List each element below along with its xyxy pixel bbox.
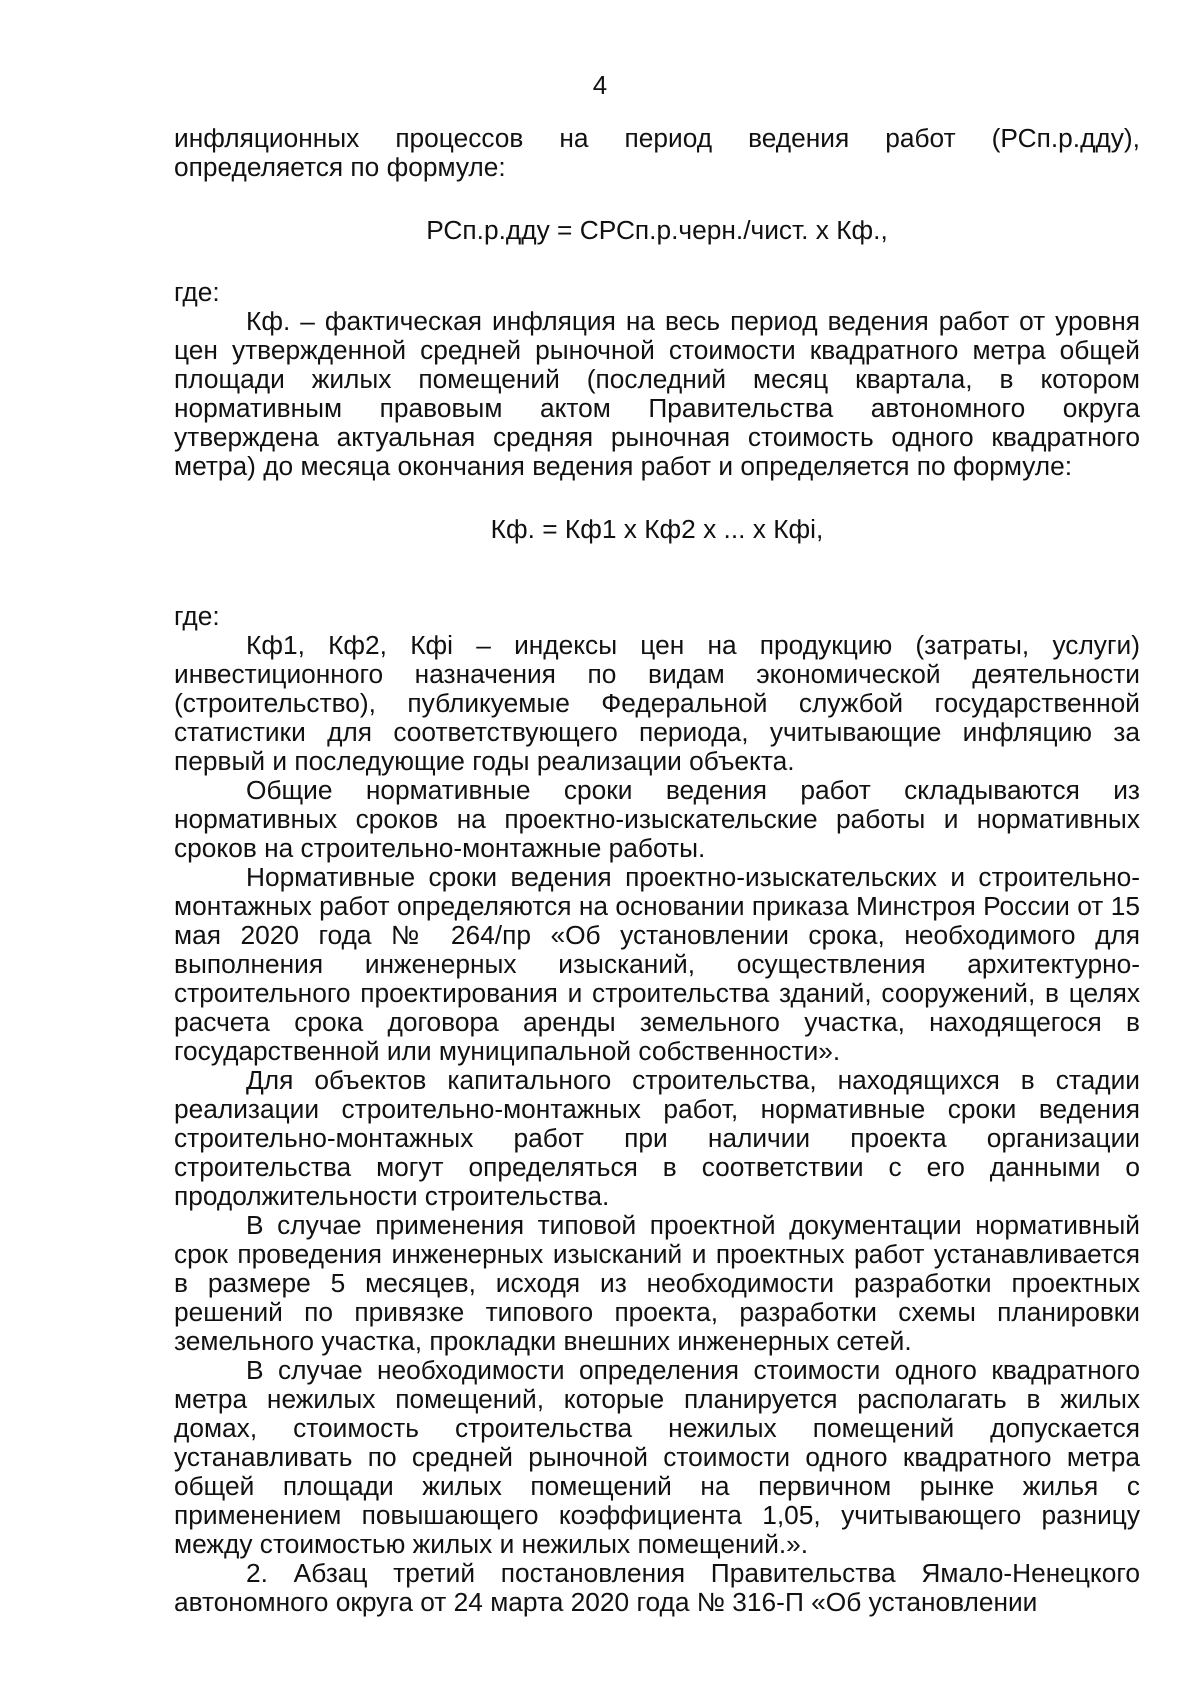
formula-kf: Кф. = Кф1 х Кф2 х ... х Кфi, <box>490 514 824 544</box>
paragraph-typical-docs: В случае применения типовой проектной документации нормативный срок проведения инженерных изысканий и проектных работ устанавливается в размере 5 месяцев, исходя из необходимости разработки проектных решений по привязке типового проекта, разработки схемы планировки земельного участка, прокладки внешних инженерных сетей. <box>174 1210 1140 1356</box>
paragraph-general-terms: Общие нормативные сроки ведения работ складываются из нормативных сроков на проектно-изыскательские работы и нормативных сроков на строительно-монтажные работы. <box>174 775 1140 863</box>
paragraph-normative-terms: Нормативные сроки ведения проектно-изыскательских и строительно-монтажных работ определяются на основании приказа Минстроя России от 15 мая 2020 года № 264/пр «Об установлении срока, необходимого для выполнения инженерных изысканий, осуществления архитектурно-строительного проектирования и строительства зданий, сооружений, в целях расчета срока договора аренды земельного участка, находящегося в государственной или муниципальной собственности». <box>174 862 1140 1066</box>
formula-rsp: РСп.р.дду = СРСп.р.черн./чист. х Кф., <box>426 215 888 245</box>
where-label: где: <box>174 277 220 307</box>
paragraph-intro: инфляционных процессов на период ведения работ (РСп.р.дду), определяется по формуле: <box>174 123 1140 182</box>
document-body <box>174 124 1140 1617</box>
paragraph-price-indexes: Кф1, Кф2, Кфi – индексы цен на продукцию (затраты, услуги) инвестиционного назначения по видам экономической деятельности (строительство), публикуемые Федеральной службой государственной статистики для соответствующего периода, учитывающие инфляцию за первый и последующие годы реализации объекта. <box>174 630 1140 776</box>
where-label: где: <box>174 601 220 631</box>
page-number: 4 <box>592 70 608 100</box>
paragraph-kf-definition: Кф. – фактическая инфляция на весь период ведения работ от уровня цен утвержденной средней рыночной стоимости квадратного метра общей площади жилых помещений (последний месяц квартала, в котором нормативным правовым актом Правительства автономного округа утверждена актуальная средняя рыночная стоимость одного квадратного метра) до месяца окончания ведения работ и определяется по формуле: <box>174 306 1140 481</box>
paragraph-capital-objects: Для объектов капитального строительства, находящихся в стадии реализации строительно-монтажных работ, нормативные сроки ведения строительно-монтажных работ при наличии проекта организации строительства могут определяться в соответствии с его данными о продолжительности строительства. <box>174 1065 1140 1211</box>
paragraph-item-2: 2. Абзац третий постановления Правительства Ямало-Ненецкого автономного округа от 24 марта 2020 года № 316-П «Об установлении <box>174 1558 1140 1617</box>
paragraph-nonresidential: В случае необходимости определения стоимости одного квадратного метра нежилых помещений, которые планируется располагать в жилых домах, стоимость строительства нежилых помещений допускается устанавливать по средней рыночной стоимости одного квадратного метра общей площади жилых помещений на первичном рынке жилья с применением повышающего коэффициента 1,05, учитывающего разницу между стоимостью жилых и нежилых помещений.». <box>174 1355 1140 1559</box>
